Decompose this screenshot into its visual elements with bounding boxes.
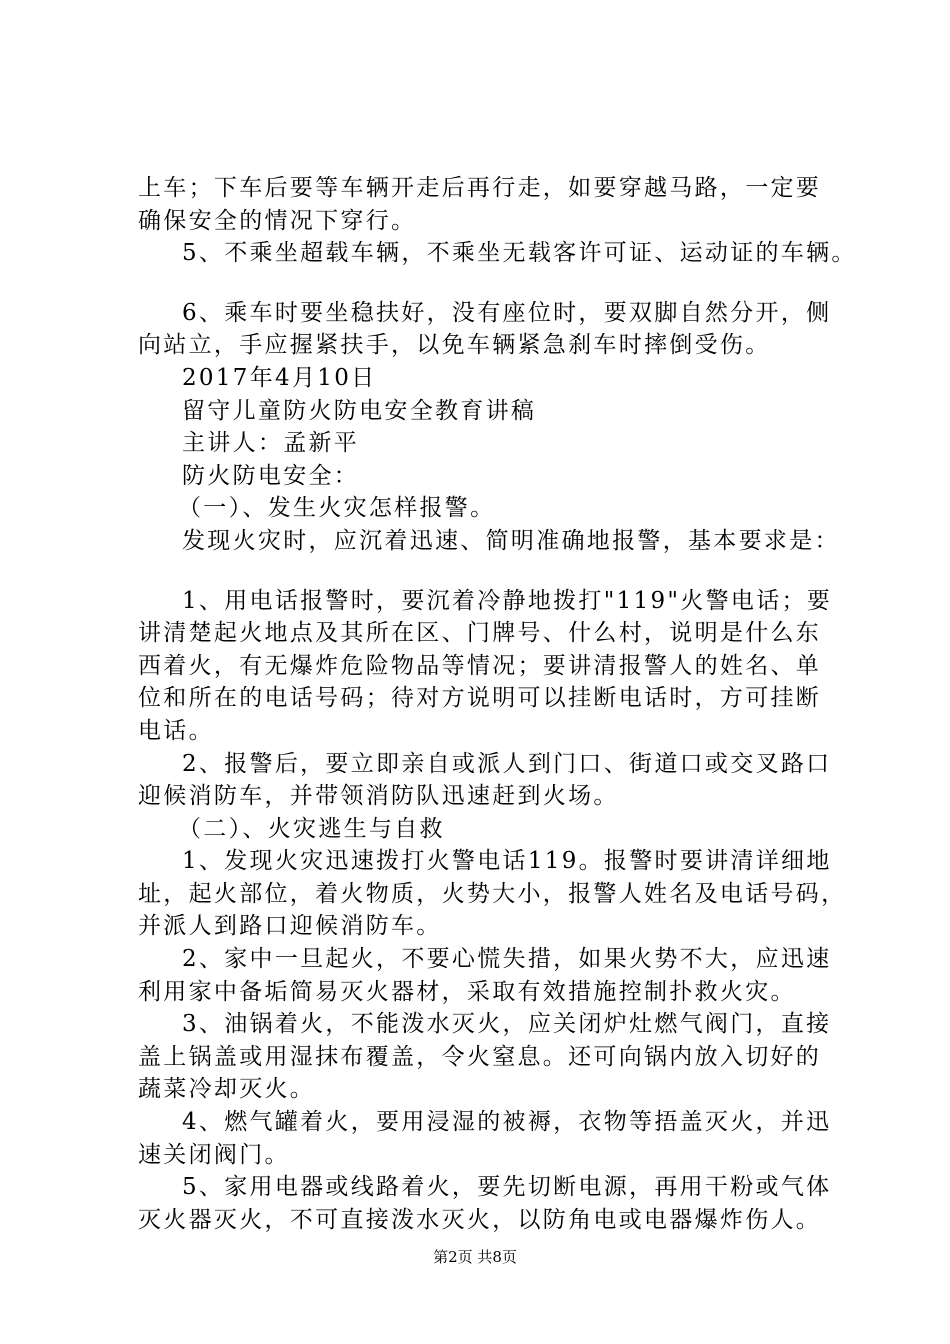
- paragraph-2: [138, 237, 857, 270]
- paragraph-date: [138, 362, 838, 395]
- text-line: 2、报警后，要立即亲自或派人到门口、街道口或交叉路口: [182, 750, 832, 777]
- text-line: 电话。: [138, 717, 214, 744]
- text-line: 盖上锅盖或用湿抹布覆盖，令火窒息。还可向锅内放入切好的: [138, 1043, 822, 1070]
- text-line: 1、发现火灾迅速拨打火警电话119。报警时要讲清详细地: [182, 848, 832, 875]
- section-heading: （一）、发生火灾怎样报警。: [178, 495, 496, 522]
- paragraph-13: [138, 845, 847, 943]
- text-line: 蔬菜冷却灭火。: [138, 1076, 316, 1103]
- text-line: 位和所在的电话号码；待对方说明可以挂断电话时，方可挂断: [138, 685, 822, 712]
- text-line: 6、乘车时要坐稳扶好，没有座位时，要双脚自然分开，侧: [182, 299, 832, 326]
- text-line: 5、家用电器或线路着火，要先切断电源，再用干粉或气体: [182, 1174, 832, 1201]
- paragraph-section-2: [138, 813, 838, 846]
- text-line: 利用家中备垢简易灭火器材，采取有效措施控制扑救火灾。: [138, 978, 796, 1005]
- text-line: 上车；下车后要等车辆开走后再行走，如要穿越马路，一定要: [138, 175, 822, 201]
- text-line: 发现火灾时，应沉着迅速、简明准确地报警，基本要求是：: [182, 527, 840, 554]
- text-line: 迎候消防车，并带领消防队迅速赶到火场。: [138, 783, 619, 810]
- paragraph-16: [138, 1106, 838, 1171]
- text-line: 并派人到路口迎候消防车。: [138, 913, 442, 940]
- text-line: 3、油锅着火，不能泼水灭火，应关闭炉灶燃气阀门，直接: [182, 1011, 832, 1038]
- paragraph-11: [138, 748, 838, 813]
- paragraph-1: [138, 172, 838, 237]
- lecture-title: 留守儿童防火防电安全教育讲稿: [182, 397, 537, 424]
- paragraph-section-1: [138, 492, 838, 525]
- text-line: 址，起火部位，着火物质，火势大小，报警人姓名及电话号码，: [138, 880, 847, 907]
- page-number-label: 第2页 共8页: [433, 1248, 517, 1266]
- paragraph-14: [138, 943, 838, 1008]
- text-line: 2、家中一旦起火，不要心慌失措，如果火势不大，应迅速: [182, 946, 832, 973]
- text-line: 1、用电话报警时，要沉着冷静地拨打"119"火警电话；要: [182, 587, 833, 614]
- page-footer: [0, 1247, 950, 1267]
- paragraph-9: [138, 525, 838, 558]
- text-line: 速关闭阀门。: [138, 1141, 290, 1168]
- paragraph-3: [138, 297, 838, 362]
- speaker-line: 主讲人：孟新平: [182, 430, 360, 457]
- text-line: 西着火，有无爆炸危险物品等情况；要讲清报警人的姓名、单: [138, 652, 822, 679]
- document-body: [138, 172, 857, 1236]
- text-line: 向站立，手应握紧扶手，以免车辆紧急刹车时摔倒受伤。: [138, 332, 771, 359]
- text-line: 确保安全的情况下穿行。: [138, 207, 417, 234]
- paragraph-17: [138, 1171, 838, 1236]
- section-heading: （二）、火灾逃生与自救: [178, 815, 445, 842]
- text-line: 讲清楚起火地点及其所在区、门牌号、什么村，说明是什么东: [138, 620, 822, 647]
- text-line: 4、燃气罐着火，要用浸湿的被褥，衣物等捂盖灭火，并迅: [182, 1109, 832, 1136]
- paragraph-15: [138, 1008, 838, 1106]
- paragraph-10: [138, 585, 838, 748]
- paragraph-topic: [138, 460, 838, 493]
- date-line: 2017年4月10日: [182, 364, 377, 391]
- text-line: 5、不乘坐超载车辆，不乘坐无载客许可证、运动证的车辆。: [182, 240, 857, 267]
- text-line: 灭火器灭火，不可直接泼水灭火，以防角电或电器爆炸伤人。: [138, 1206, 822, 1233]
- paragraph-title: [138, 395, 838, 428]
- topic-heading: 防火防电安全：: [182, 462, 360, 489]
- paragraph-speaker: [138, 427, 838, 460]
